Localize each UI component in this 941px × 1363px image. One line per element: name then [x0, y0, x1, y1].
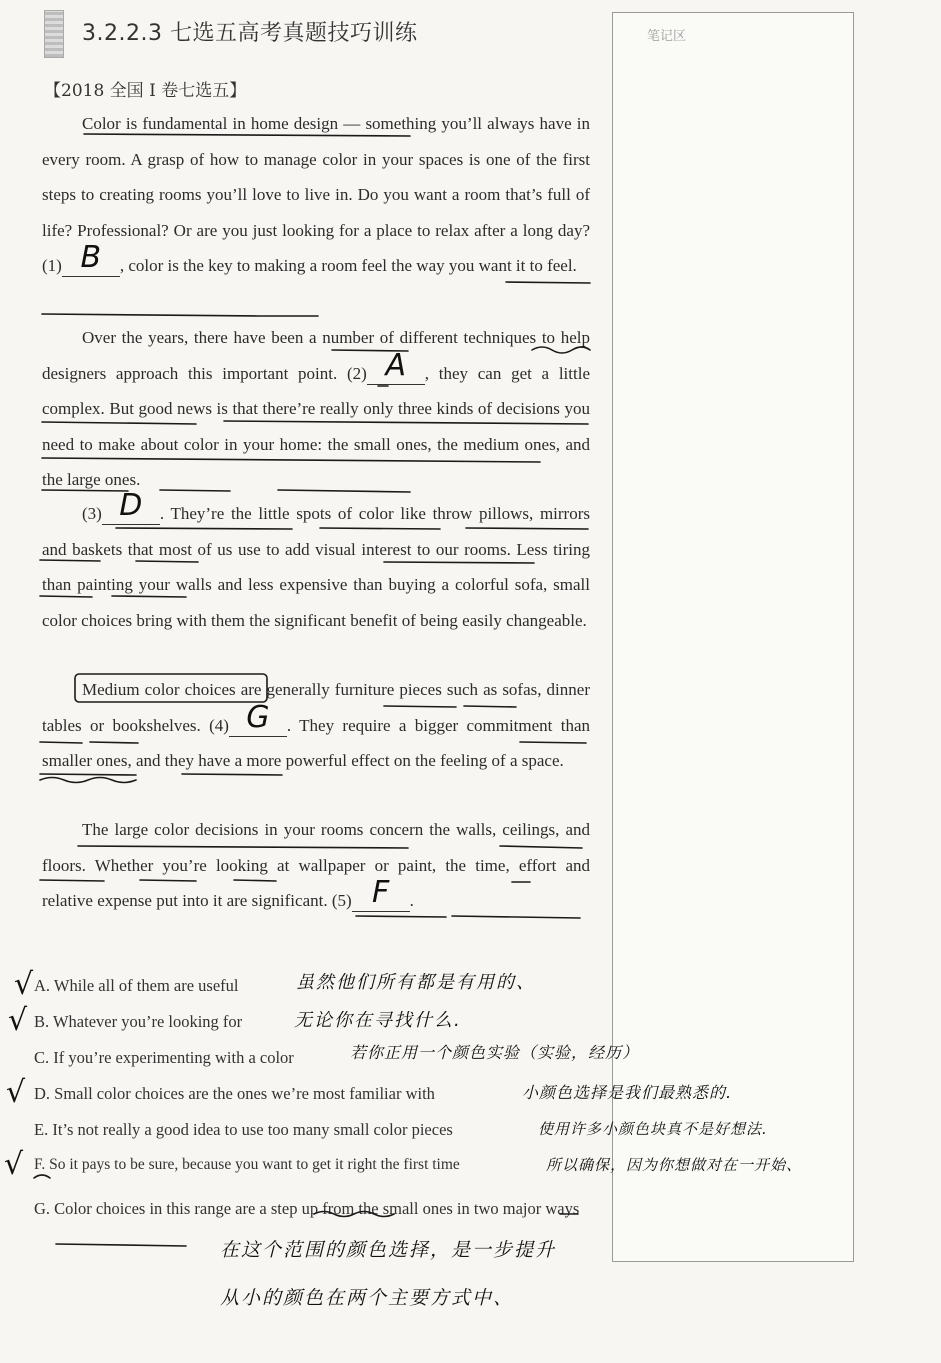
notes-panel-label: 笔记区 [647, 29, 687, 44]
notes-panel [612, 12, 854, 1262]
p1-text-a: Color is fundamental in home design — something you’ll always have in every room. A grasp of how to manage color in your spaces is one of the first steps to creating rooms you’ll love to live in. Do you want a room that’s full of life? Professional? Or are you just looking for a place to relax after a long day? (1) [42, 114, 590, 275]
passage-paragraph-3 [42, 488, 590, 638]
option-c-note: 若你正用一个颜色实验（实验，经历） [350, 1043, 640, 1062]
passage-paragraph-4 [42, 672, 590, 779]
blank-2[interactable] [367, 347, 425, 385]
passage-paragraph-1 [42, 106, 590, 284]
answer-3: D [119, 488, 143, 523]
option-d-note: 小颜色选择是我们最熟悉的. [522, 1083, 733, 1102]
p4-text-a: Medium color choices are generally furniture pieces such as sofas, dinner tables or bookshelves. (4) [42, 680, 590, 735]
option-f-check-mark: √ [4, 1147, 24, 1182]
p1-text-b: , color is the key to making a room feel the way you want it to feel. [119, 256, 577, 275]
binder-bar-icon [44, 10, 64, 58]
option-f-note: 所以确保，因为你想做对在一开始、 [546, 1156, 803, 1174]
section-title: 3.2.2.3 七选五高考真题技巧训练 [82, 21, 418, 46]
p2-text-a: Over the years, there have been a number of different techniques to help designers approach this important point. (2) [42, 328, 590, 383]
underline-two-major-ways [56, 1244, 186, 1246]
answer-4: G [246, 699, 270, 735]
option-e-note: 使用许多小颜色块真不是好想法. [538, 1120, 768, 1138]
option-c: C. If you’re experimenting with a color [34, 1048, 294, 1067]
option-a-note: 虽然他们所有都是有用的、 [296, 972, 536, 993]
squiggle-f [34, 1175, 50, 1178]
option-g: G. Color choices in this range are a step up from the small ones in two major ways [34, 1199, 580, 1218]
option-a-check-mark: √ [14, 967, 34, 1002]
option-e: E. It’s not really a good idea to use too many small color pieces [34, 1120, 453, 1139]
underline-p1-key-2 [42, 314, 318, 316]
blank-4[interactable] [229, 699, 287, 737]
p3-text-b: . They’re the little spots of color like throw pillows, mirrors and baskets that most of us use to add visual interest to our rooms. Less tiring than painting your walls and less expensive than buying a colorful sofa, small color choices bring with them the significant benefit of being easily changeable. [42, 504, 590, 630]
exam-source: 【2018 全国 I 卷七选五】 [44, 81, 247, 101]
blank-3[interactable] [102, 488, 160, 525]
blank-5[interactable] [352, 875, 410, 912]
blank-1[interactable] [62, 240, 120, 277]
passage-paragraph-2 [42, 320, 590, 498]
option-b-note: 无论你在寻找什么. [294, 1010, 462, 1031]
option-g-note: 在这个范围的颜色选择，是一步提升从小的颜色在两个主要方式中、 [220, 1239, 557, 1309]
p5-text-b: . [409, 891, 414, 910]
option-a: A. While all of them are useful [34, 976, 239, 995]
answer-5: F [372, 875, 390, 910]
answer-2: A [385, 347, 407, 383]
option-b: B. Whatever you’re looking for [34, 1012, 243, 1031]
option-b-check-mark: √ [8, 1003, 28, 1038]
p2-text-b: , they can get a little complex. But good news is that there’re really only three kinds of decisions you need to make about color in your home: the small ones, the medium ones, and the large ones. [42, 363, 590, 489]
p5-text-a: The large color decisions in your rooms concern the walls, ceilings, and floors. Whether you’re looking at wallpaper or paint, the time, effort and relative expense put into it are significant. (5) [42, 820, 590, 910]
p4-text-b: . They require a bigger commitment than smaller ones, and they have a more powerful effect on the feeling of a space. [42, 715, 590, 770]
passage-paragraph-5 [42, 812, 590, 919]
option-d-check-mark: √ [6, 1075, 26, 1110]
option-d: D. Small color choices are the ones we’re most familiar with [34, 1084, 435, 1103]
p3-text-a: (3) [82, 504, 102, 523]
option-f: F. So it pays to be sure, because you want to get it right the first time [34, 1156, 460, 1173]
answer-1: B [80, 240, 102, 275]
